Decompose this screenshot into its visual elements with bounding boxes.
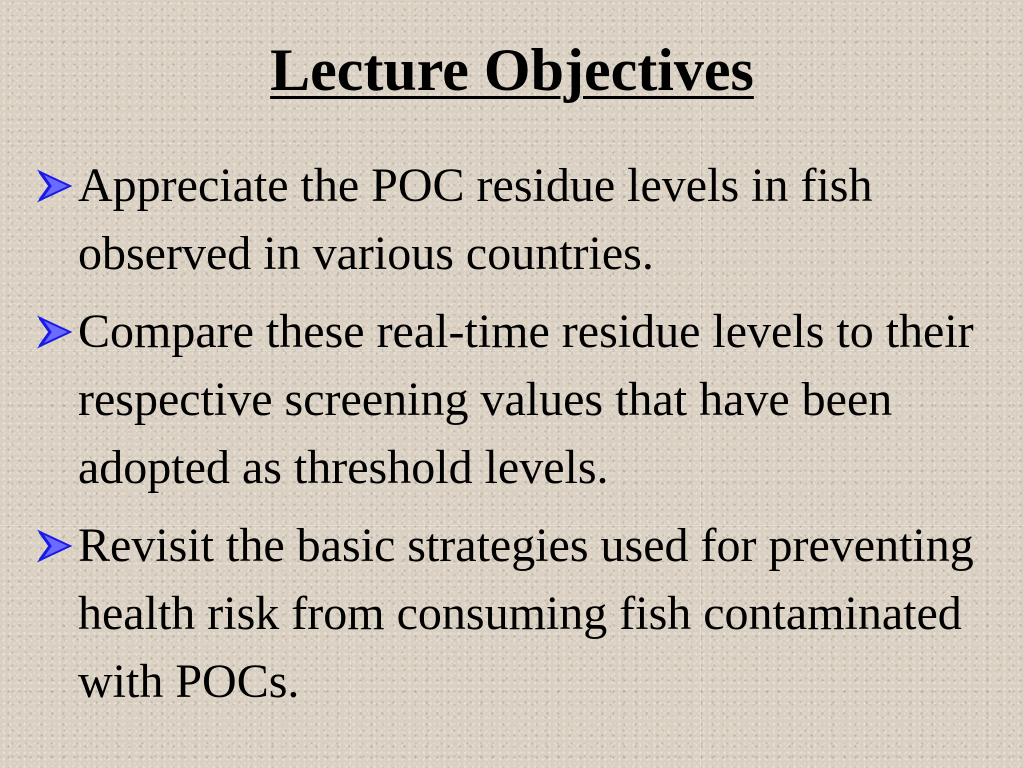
- objective-text: Appreciate the POC residue levels in fish observed in various countries.: [78, 159, 873, 280]
- slide-title: [0, 30, 1024, 110]
- objective-item: [34, 298, 994, 502]
- arrow-bullet-icon: [36, 169, 74, 203]
- objective-text: Compare these real-time residue levels to their respective screening values that have been adopted as threshold levels.: [78, 305, 974, 494]
- arrow-bullet-icon: [36, 529, 74, 563]
- objective-text: Revisit the basic strategies used for preventing health risk from consuming fish contaminated with POCs.: [78, 519, 974, 708]
- objective-item: [34, 512, 994, 716]
- arrow-bullet-icon: [36, 315, 74, 349]
- slide-title-text: Lecture Objectives: [270, 37, 754, 103]
- objectives-list: [34, 152, 994, 726]
- objective-item: [34, 152, 994, 288]
